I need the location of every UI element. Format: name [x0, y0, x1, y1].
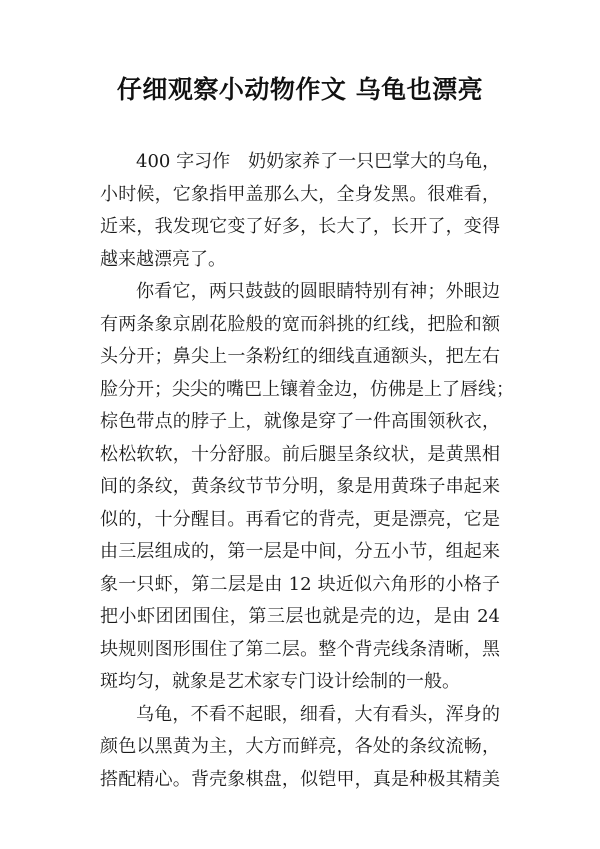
text-line: 块规则图形围住了第二层。整个背壳线条清晰，黑: [100, 638, 500, 660]
text-line: 有两条象京剧花脸般的宽而斜挑的红线，把脸和额: [100, 313, 500, 335]
text-line: 由三层组成的，第一层是中间，分五小节，组起来: [100, 541, 500, 562]
paragraph: [100, 699, 500, 797]
article-body: [100, 146, 514, 796]
text-line: 搭配精心。背壳象棋盘，似铠甲，真是种极其精美: [100, 768, 500, 790]
text-line: 你看它，两只鼓鼓的圆眼睛特别有神；外眼边: [136, 281, 500, 302]
paragraph: [100, 146, 500, 276]
text-line: 头分开；鼻尖上一条粉红的细线直通额头，把左右: [100, 346, 500, 367]
text-line: 把小虾团团围住，第三层也就是壳的边，是由 24: [100, 606, 500, 627]
text-line: 似的，十分醒目。再看它的背壳，更是漂亮，它是: [100, 508, 500, 530]
paragraph: [100, 276, 514, 699]
text-line: 近来，我发现它变了好多，长大了，长开了，变得: [100, 216, 500, 237]
text-line: 象一只虾，第二层是由 12 块近似六角形的小格子: [100, 573, 500, 595]
text-line: 松松软软，十分舒服。前后腿呈条纹状，是黄黑相: [100, 443, 500, 465]
text-line: 小时候，它象指甲盖那么大，全身发黑。很难看，: [100, 183, 500, 205]
text-line: 棕色带点的脖子上，就像是穿了一件高围领秋衣，: [100, 411, 500, 432]
text-line: 颜色以黑黄为主，大方而鲜亮，各处的条纹流畅，: [100, 736, 500, 757]
text-line: 脸分开；尖尖的嘴巴上镶着金边，仿佛是上了唇线；: [100, 378, 514, 400]
text-line: 斑均匀，就象是艺术家专门设计绘制的一般。: [100, 671, 460, 692]
text-line: 400 字习作 奶奶家养了一只巴掌大的乌龟，: [136, 151, 501, 172]
article-title: 仔细观察小动物作文 乌龟也漂亮: [116, 75, 484, 104]
text-line: 乌龟，不看不起眼，细看，大有看头，浑身的: [136, 703, 500, 725]
text-line: 间的条纹，黄条纹节节分明，象是用黄珠子串起来: [100, 476, 500, 497]
text-line: 越来越漂亮了。: [100, 248, 226, 270]
